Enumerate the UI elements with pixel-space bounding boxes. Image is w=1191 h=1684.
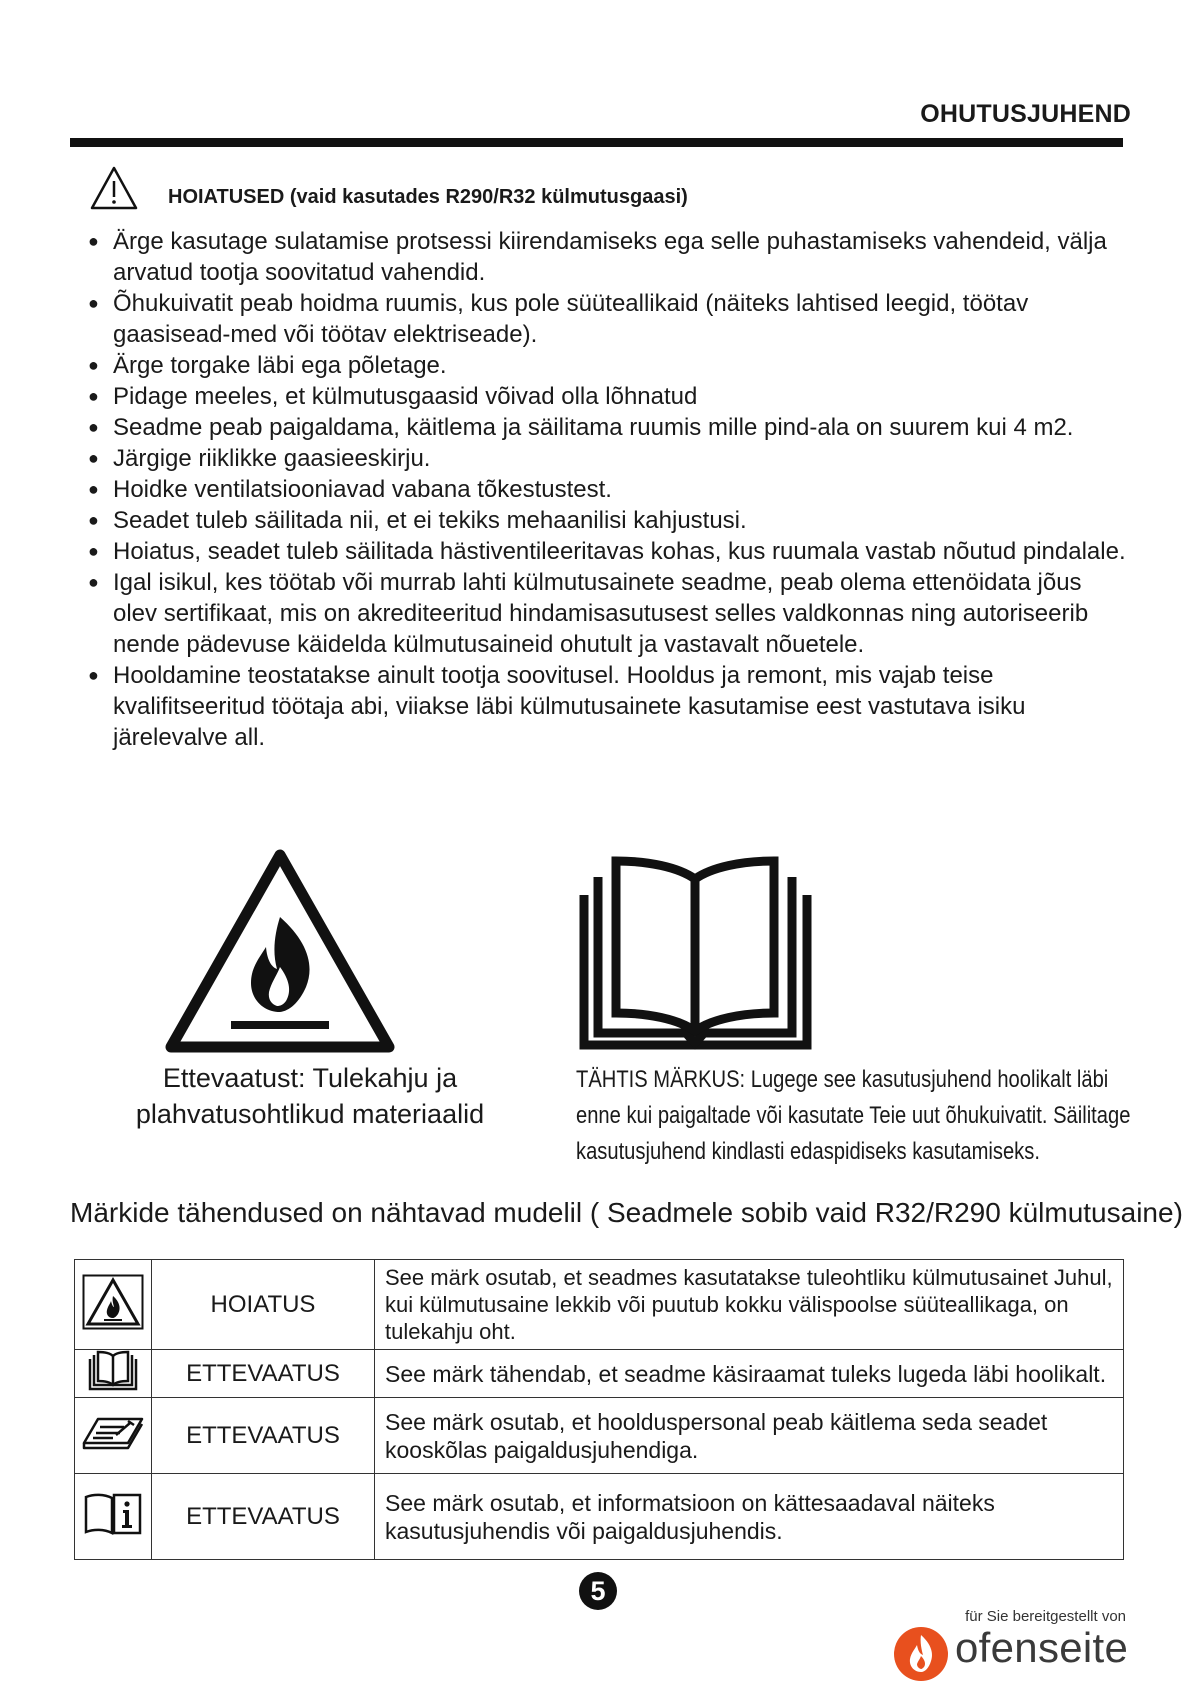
table-row <box>75 1350 1124 1398</box>
list-item: ● Pidage meeles, et külmutusgaasid võivad olla lõhnatud <box>88 381 1128 412</box>
warnings-list <box>88 226 1128 753</box>
page-number: 5 <box>579 1572 617 1610</box>
table-cell-label: ETTEVAATUS <box>152 1474 375 1560</box>
flammable-caption: Ettevaatust: Tulekahju ja plahvatusohtlikud materiaalid <box>135 1063 485 1129</box>
list-item: ● Õhukuivatit peab hoidma ruumis, kus pole süüteallikaid (näiteks lahtised leegid, töötav gaasisead-med või töötav elektriseade). <box>88 288 1128 350</box>
table-cell-label: ETTEVAATUS <box>152 1350 375 1398</box>
list-item: ● Igal isikul, kes töötab või murrab lahti külmutusainete seadme, peab olema ettenöidata jõus olev sertifikaat, mis on akrediteeritud hindamisasutusest selles valdkonnas ning autoriseerib nende pädevuse käidelda külmutusaineid ohutult ja vastavalt nõuetele. <box>88 567 1128 660</box>
flammable-warning-icon <box>165 849 395 1055</box>
manual-book-icon <box>87 1350 139 1392</box>
warnings-heading-text: HOIATUSED (vaid kasutades R290/R32 külmutusgaasi) <box>168 186 688 208</box>
list-item: ● Järgige riiklikke gaasieeskirju. <box>88 443 1128 474</box>
table-row <box>75 1474 1124 1560</box>
brand-logo[interactable] <box>893 1622 1143 1682</box>
table-cell-label: ETTEVAATUS <box>152 1398 375 1474</box>
symbols-meaning-note: Märkide tähendused on nähtavad mudelil ( Seadmele sobib vaid R32/R290 külmutusaine) <box>70 1197 1183 1228</box>
provided-by-note: für Sie bereitgestellt von <box>965 1608 1126 1625</box>
list-item: ● Ärge torgake läbi ega põletage. <box>88 350 1128 381</box>
manual-book-icon <box>578 853 813 1053</box>
brand-name: ofenseite <box>955 1624 1129 1671</box>
flame-logo-icon <box>893 1626 949 1682</box>
table-row <box>75 1398 1124 1474</box>
page-header-title: OHUTUSJUHEND <box>920 100 1131 128</box>
table-cell-text: See märk osutab, et seadmes kasutatakse tuleohtliku külmutusainet Juhul, kui külmutusaine lekkib või puutub kokku välispoolse süüteallikaga, on tulekahju oht. <box>375 1260 1124 1350</box>
list-item: ● Seadet tuleb säilitada nii, et ei tekiks mehaanilisi kahjustusi. <box>88 505 1128 536</box>
table-cell-label: HOIATUS <box>152 1260 375 1350</box>
table-cell-text: See märk osutab, et hoolduspersonal peab käitlema seda seadet kooskõlas paigaldusjuhendiga. <box>375 1398 1124 1474</box>
service-manual-icon <box>80 1413 146 1453</box>
list-item: ● Seadme peab paigaldama, käitlema ja säilitama ruumis mille pind-ala on suurem kui 4 m2. <box>88 412 1128 443</box>
list-item: ● Hoidke ventilatsiooniavad vabana tõkestustest. <box>88 474 1128 505</box>
flammable-warning-icon <box>82 1274 144 1330</box>
info-manual-icon <box>82 1491 144 1537</box>
table-cell-text: See märk osutab, et informatsioon on kättesaadaval näiteks kasutusjuhendis või paigaldusjuhendis. <box>375 1474 1124 1560</box>
list-item: ● Ärge kasutage sulatamise protsessi kiirendamiseks ega selle puhastamiseks vahendeid, välja arvatud tootja soovitatud vahendid. <box>88 226 1128 288</box>
symbols-table <box>74 1259 1124 1560</box>
header-rule <box>70 138 1123 147</box>
manual-caption: TÄHTIS MÄRKUS: Lugege see kasutusjuhend hoolikalt läbi enne kui paigaltade või kasutate Teie uut õhukuivatit. Säilitage kasutusjuhend kindlasti edaspidiseks kasutamiseks. <box>576 1066 1131 1165</box>
warnings-heading <box>90 166 990 216</box>
list-item: ● Hooldamine teostatakse ainult tootja soovitusel. Hooldus ja remont, mis vajab teise kvalifitseeritud töötaja abi, viiakse läbi külmutusainete kasutamise eest vastutava isiku järelevalve all. <box>88 660 1128 753</box>
table-row <box>75 1260 1124 1350</box>
table-cell-text: See märk tähendab, et seadme käsiraamat tuleks lugeda läbi hoolikalt. <box>375 1350 1124 1398</box>
warning-triangle-icon <box>90 166 138 210</box>
list-item: ● Hoiatus, seadet tuleb säilitada hästiventileeritavas kohas, kus ruumala vastab nõutud pindalale. <box>88 536 1128 567</box>
